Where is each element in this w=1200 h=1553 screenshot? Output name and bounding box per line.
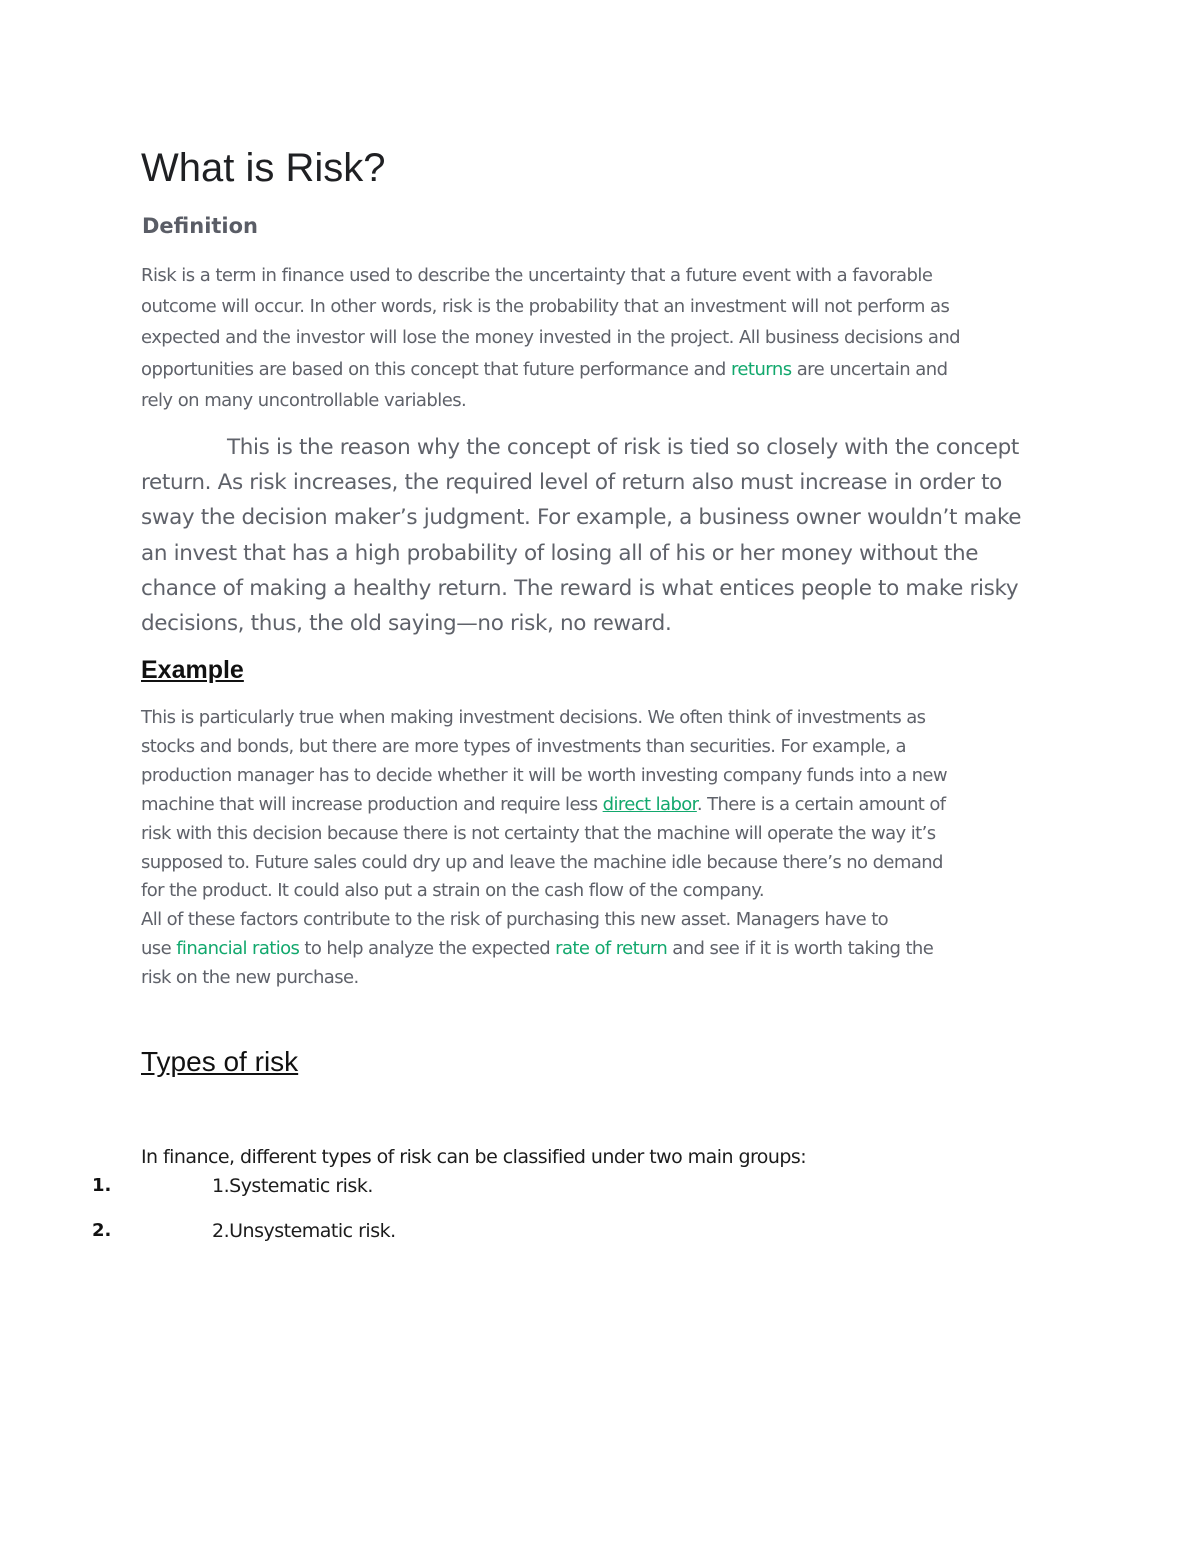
example-line: risk on the new purchase. [141, 967, 359, 989]
example-text: use [141, 938, 177, 960]
example-line: for the product. It could also put a strain on the cash flow of the company. [141, 880, 764, 902]
example-text: and see if it is worth taking the [667, 938, 934, 960]
financial-ratios-link[interactable]: financial ratios [176, 938, 300, 960]
example-text: . There is a certain amount of [696, 793, 946, 815]
returns-link[interactable]: returns [730, 358, 792, 380]
list-number: 1. [92, 1175, 112, 1196]
page-title: What is Risk? [141, 146, 386, 190]
rate-of-return-link[interactable]: rate of return [555, 938, 668, 960]
reason-line: chance of making a healthy return. The reward is what entices people to make risky [141, 575, 1019, 601]
reason-line: sway the decision maker’s judgment. For example, a business owner wouldn’t make [141, 505, 1022, 531]
example-line: All of these factors contribute to the risk of purchasing this new asset. Managers have to [141, 909, 889, 931]
types-intro: In finance, different types of risk can be classified under two main groups: [141, 1146, 807, 1168]
definition-line: outcome will occur. In other words, risk is the probability that an investment will not perform as [141, 296, 950, 318]
definition-line: expected and the investor will lose the money invested in the project. All business decisions and [141, 327, 961, 349]
definition-text: are uncertain and [791, 358, 948, 380]
direct-labor-link[interactable]: direct labor [602, 793, 697, 815]
list-item [0, 1172, 700, 1202]
example-line: This is particularly true when making investment decisions. We often think of investments as [141, 707, 926, 728]
example-line [141, 935, 1071, 964]
example-line: risk with this decision because there is not certainty that the machine will operate the way it’s [141, 822, 936, 844]
example-text: machine that will increase production and require less [141, 793, 603, 815]
example-line: supposed to. Future sales could dry up and leave the machine idle because there’s no demand [141, 851, 943, 873]
reason-line: This is the reason why the concept of risk is tied so closely with the concept [227, 435, 1019, 460]
definition-line: Risk is a term in finance used to describe the uncertainty that a future event with a favorable [141, 265, 933, 286]
definition-line [141, 354, 1071, 385]
list-item [0, 1217, 700, 1247]
list-item-label: 2.Unsystematic risk. [212, 1220, 396, 1242]
reason-line: return. As risk increases, the required level of return also must increase in order to [141, 470, 1002, 496]
example-text: to help analyze the expected [299, 938, 556, 960]
reason-line: an invest that has a high probability of losing all of his or her money without the [141, 540, 979, 566]
definition-paragraph [141, 260, 1071, 416]
definition-heading: Definition [142, 214, 259, 238]
types-of-risk-heading: Types of risk [141, 1046, 299, 1077]
example-heading: Example [141, 656, 244, 684]
example-paragraph [141, 704, 1071, 993]
example-line [141, 791, 1071, 820]
definition-line: rely on many uncontrollable variables. [141, 389, 467, 411]
reason-paragraph [141, 430, 1071, 641]
list-item-label: 1.Systematic risk. [212, 1175, 373, 1197]
example-line: production manager has to decide whether it will be worth investing company funds into a new [141, 764, 948, 786]
definition-text: opportunities are based on this concept that future performance and [141, 358, 731, 380]
list-number: 2. [92, 1220, 112, 1241]
example-line: stocks and bonds, but there are more types of investments than securities. For example, a [141, 735, 906, 757]
reason-line: decisions, thus, the old saying—no risk, no reward. [141, 611, 672, 637]
